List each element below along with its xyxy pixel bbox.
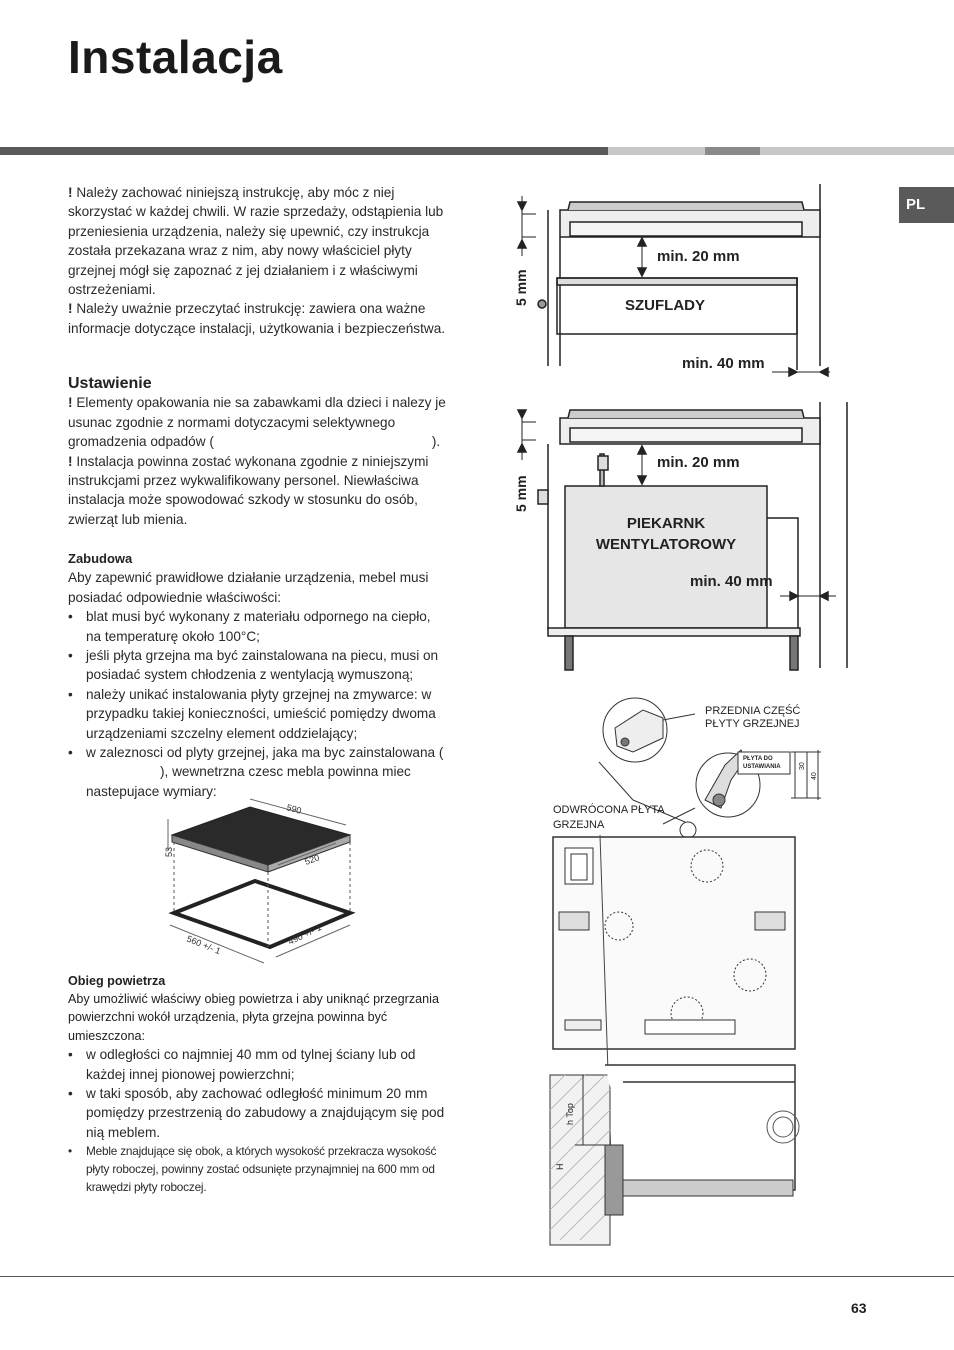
zabudowa-heading: Zabudowa — [68, 551, 133, 566]
back-gap-label: min. 40 mm — [682, 355, 765, 372]
oven-label-line-2: WENTYLATOROWY — [595, 536, 737, 553]
footer-divider — [0, 1276, 954, 1277]
cut-depth-label: 490 +/- 1 — [286, 922, 324, 947]
ustawienie-heading: Ustawienie — [68, 375, 152, 392]
drawer-top-rail — [557, 278, 797, 285]
oven-box — [565, 486, 767, 628]
drawer-knob — [538, 300, 546, 308]
zabudowa-intro: Aby zapewnić prawidłowe działanie urządzenia, mebel musi posiadać odpowiednie właściwości: — [68, 570, 429, 605]
list-item: • w odległości co najmniej 40 mm od tylnej ściany lub od każdej innej pionowej powierzchni; — [68, 1045, 450, 1084]
flipped-label-line-1: ODWRÓCONA PŁYTA — [553, 804, 665, 816]
drawers-label: SZUFLADY — [625, 297, 705, 314]
intro-paragraph-1: ! Należy zachować niniejszą instrukcję, aby móc z niej skorzystać w każdej chwili. W razie sprzedaży, odstąpienia lub przeniesienia urządzenia, należy się upewnić, czy instrukcja została przekazana wraz z nim, aby nowy właściciel płyty grzejnej mógł się zapoznać z jej działaniem i z właściwymi ostrzeżeniami. — [68, 185, 444, 298]
language-tab: PL — [899, 187, 954, 223]
intro-paragraph-2: ! Należy uważnie przeczytać instrukcję: zawiera ona ważne informacje dotyczące instalacji, użytkowania i bezpieczeństwa. — [68, 301, 446, 336]
page-number: 63 — [851, 1300, 867, 1316]
page-title: Instalacja — [68, 31, 283, 83]
zabudowa-section — [68, 549, 448, 801]
obieg-heading: Obieg powietrza — [68, 974, 166, 988]
obieg-list — [68, 1045, 450, 1196]
back-gap-label: min. 40 mm — [690, 573, 773, 590]
cabinet-leg — [565, 636, 573, 670]
dim-40-label: 40 — [811, 772, 818, 780]
header-bar-dark — [0, 147, 608, 155]
bracket-clamp — [605, 1145, 623, 1215]
dim-height-label: 53 — [164, 846, 174, 857]
list-item: • w zaleznosci od plyty grzejnej, jaka ma byc zainstalowana (), wewnetrzna czesc mebla powinna miec nastepujace wymiary: — [68, 743, 448, 801]
hob-underside — [570, 428, 802, 442]
cabinet-base — [548, 628, 800, 636]
ustawienie-paragraph-1: ! Elementy opakowania nie sa zabawkami dla dzieci i nalezy je usunac zgodnie z normami dotyczacymi selektywnego gromadzenia odpadów ( ). — [68, 395, 446, 450]
plate-label-line-2: USTAWIANIA — [743, 764, 781, 770]
hob-body — [568, 202, 804, 210]
h-label: H — [555, 1163, 565, 1170]
bracket-diagram — [545, 690, 835, 1250]
ustawienie-section — [68, 374, 448, 529]
header-bar-light — [608, 147, 705, 155]
front-label-line-1: PRZEDNIA CZĘŚĆ — [705, 705, 801, 717]
hob-section — [605, 1065, 795, 1190]
list-item: • jeśli płyta grzejna ma być zainstalowana na piecu, musi on posiadać system chłodzenia z wentylacją wymuszoną; — [68, 646, 448, 685]
header-bar-mid — [705, 147, 760, 155]
side-gap-label: 5 mm — [513, 475, 529, 512]
dim-30-label: 30 — [799, 762, 806, 770]
obieg-intro: Aby umożliwić właściwy obieg powietrza i aby uniknąć przegrzania powierzchni wokół urządzenia, płyta grzejna powinna być umieszczona: — [68, 992, 439, 1043]
bracket-part — [615, 710, 663, 752]
header-bar-light-2 — [760, 147, 954, 155]
zabudowa-list — [68, 607, 448, 801]
list-item: • należy unikać instalowania płyty grzejnej na zmywarce: w przypadku takiej konieczności, umieścić pomiędzy dwoma urządzeniami szczelny element oddzielający; — [68, 685, 448, 743]
dim-depth-label: 520 — [303, 852, 321, 867]
oven-label-line-1: PIEKARNK — [626, 515, 706, 532]
cut-width-label: 560 +/- 1 — [185, 933, 223, 957]
intro-section — [68, 183, 448, 338]
h-top-label: h Top — [565, 1103, 575, 1125]
hob-body — [568, 410, 804, 418]
list-item: • w taki sposób, aby zachować odległość minimum 20 mm pomiędzy przestrzenią do zabudowy a znajdującym się pod nią meblem. — [68, 1084, 450, 1142]
ustawienie-paragraph-2: ! Instalacja powinna zostać wykonana zgodnie z niniejszymi instrukcjami przez wykwalifikowany personel. Niewłaściwa instalacja może spowodować szkody w stosunku do osób, zwierząt lub mienia. — [68, 453, 429, 527]
list-item: • blat musi być wykonany z materiału odpornego na ciepło, na temperaturę około 100°C; — [68, 607, 448, 646]
oven-diagram — [510, 398, 850, 673]
oven-handle — [538, 490, 548, 504]
gap-label: min. 20 mm — [657, 454, 740, 471]
cutout-diagram — [160, 795, 360, 975]
drawers-diagram — [510, 180, 840, 385]
gap-label: min. 20 mm — [657, 248, 740, 265]
hob-top — [172, 807, 350, 865]
side-gap-label: 5 mm — [513, 269, 529, 306]
obieg-section — [68, 972, 450, 1196]
list-item: • Meble znajdujące się obok, a których wysokość przekracza wysokość płyty roboczej, powinny zostać odsunięte przynajmniej na 600 mm od krawędzi płyty roboczej. — [68, 1142, 450, 1196]
dim-width-label: 590 — [285, 802, 303, 816]
front-label-line-2: PŁYTY GRZEJNEJ — [705, 718, 800, 730]
hob-underside — [570, 222, 802, 236]
cabinet-leg — [790, 636, 798, 670]
flipped-label-line-2: GRZEJNA — [553, 819, 605, 831]
plate-label-line-1: PŁYTA DO — [743, 756, 773, 762]
